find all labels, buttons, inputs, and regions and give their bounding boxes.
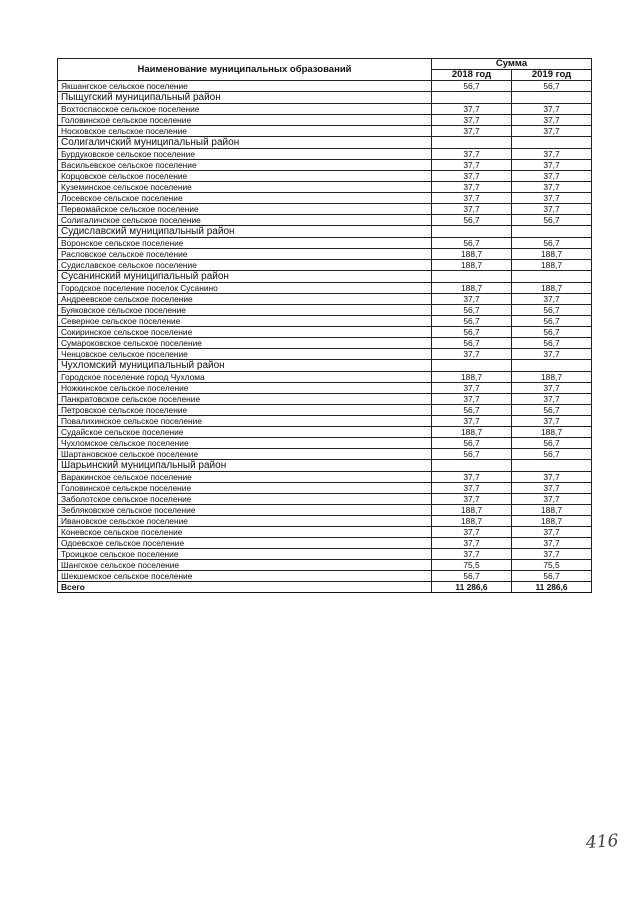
value-2018: 37,7 <box>432 182 512 193</box>
value-2019: 188,7 <box>512 372 592 383</box>
value-2018: 56,7 <box>432 238 512 249</box>
table-row <box>58 394 592 405</box>
value-2018: 56,7 <box>432 338 512 349</box>
settlement-name: Панкратовское сельское поселение <box>58 394 432 405</box>
value-2018: 37,7 <box>432 527 512 538</box>
value-2019: 75,5 <box>512 560 592 571</box>
table-row <box>58 182 592 193</box>
empty-cell <box>432 137 512 149</box>
settlement-name: Якшангское сельское поселение <box>58 81 432 92</box>
value-2019: 188,7 <box>512 249 592 260</box>
empty-cell <box>432 360 512 372</box>
settlement-name: Ченцовское сельское поселение <box>58 349 432 360</box>
value-2018: 56,7 <box>432 405 512 416</box>
value-2018: 37,7 <box>432 494 512 505</box>
settlement-name: Васильевское сельское поселение <box>58 160 432 171</box>
table-row <box>58 204 592 215</box>
value-2018: 37,7 <box>432 149 512 160</box>
district-header-row <box>58 92 592 104</box>
value-2018: 37,7 <box>432 160 512 171</box>
header-name-column: Наименование муниципальных образований <box>58 59 432 81</box>
value-2018: 37,7 <box>432 204 512 215</box>
value-2018: 188,7 <box>432 372 512 383</box>
table-row <box>58 305 592 316</box>
value-2018: 56,7 <box>432 449 512 460</box>
empty-cell <box>512 226 592 238</box>
value-2019: 188,7 <box>512 427 592 438</box>
value-2018: 37,7 <box>432 115 512 126</box>
district-header-row <box>58 271 592 283</box>
table-row <box>58 160 592 171</box>
total-row <box>58 582 592 593</box>
settlement-name: Городское поселение город Чухлома <box>58 372 432 383</box>
value-2019: 37,7 <box>512 204 592 215</box>
settlement-name: Головинское сельское поселение <box>58 115 432 126</box>
settlement-name: Сокиринское сельское поселение <box>58 327 432 338</box>
district-name: Шарьинский муниципальный район <box>58 460 432 472</box>
district-name: Сусанинский муниципальный район <box>58 271 432 283</box>
settlement-name: Петровское сельское поселение <box>58 405 432 416</box>
table-body <box>58 81 592 593</box>
settlement-name: Вохтоспасское сельское поселение <box>58 104 432 115</box>
value-2018: 56,7 <box>432 327 512 338</box>
value-2019: 37,7 <box>512 538 592 549</box>
header-year-2018: 2018 год <box>432 70 512 81</box>
value-2019: 37,7 <box>512 160 592 171</box>
table-row <box>58 549 592 560</box>
table-row <box>58 372 592 383</box>
table-row <box>58 416 592 427</box>
value-2019: 37,7 <box>512 182 592 193</box>
settlement-name: Судайское сельское поселение <box>58 427 432 438</box>
value-2019: 188,7 <box>512 283 592 294</box>
district-header-row <box>58 460 592 472</box>
value-2019: 37,7 <box>512 494 592 505</box>
table-row <box>58 316 592 327</box>
table-row <box>58 494 592 505</box>
header-sum-column: Сумма <box>432 59 592 70</box>
table-row <box>58 193 592 204</box>
table-row <box>58 126 592 137</box>
table-row <box>58 527 592 538</box>
value-2019: 37,7 <box>512 383 592 394</box>
settlement-name: Первомайское сельское поселение <box>58 204 432 215</box>
value-2018: 56,7 <box>432 215 512 226</box>
settlement-name: Андреевское сельское поселение <box>58 294 432 305</box>
value-2019: 56,7 <box>512 449 592 460</box>
total-2018: 11 286,6 <box>432 582 512 593</box>
value-2019: 56,7 <box>512 81 592 92</box>
district-header-row <box>58 360 592 372</box>
value-2019: 37,7 <box>512 294 592 305</box>
empty-cell <box>512 92 592 104</box>
table-row <box>58 560 592 571</box>
table-row <box>58 349 592 360</box>
value-2019: 56,7 <box>512 215 592 226</box>
settlement-name: Зебляковское сельское поселение <box>58 505 432 516</box>
value-2019: 37,7 <box>512 416 592 427</box>
settlement-name: Носковское сельское поселение <box>58 126 432 137</box>
value-2018: 75,5 <box>432 560 512 571</box>
value-2019: 37,7 <box>512 171 592 182</box>
settlement-name: Корцовское сельское поселение <box>58 171 432 182</box>
value-2018: 37,7 <box>432 349 512 360</box>
value-2018: 37,7 <box>432 193 512 204</box>
settlement-name: Северное сельское поселение <box>58 316 432 327</box>
table-row <box>58 104 592 115</box>
settlement-name: Одоевское сельское поселение <box>58 538 432 549</box>
allocation-table <box>57 58 592 593</box>
settlement-name: Повалихинское сельское поселение <box>58 416 432 427</box>
table-row <box>58 483 592 494</box>
value-2019: 37,7 <box>512 527 592 538</box>
value-2019: 56,7 <box>512 316 592 327</box>
table-row <box>58 115 592 126</box>
table-row <box>58 571 592 582</box>
settlement-name: Куземинское сельское поселение <box>58 182 432 193</box>
value-2019: 37,7 <box>512 394 592 405</box>
table-row <box>58 516 592 527</box>
value-2018: 56,7 <box>432 81 512 92</box>
table-row <box>58 294 592 305</box>
empty-cell <box>512 460 592 472</box>
settlement-name: Варакинское сельское поселение <box>58 472 432 483</box>
table-row <box>58 505 592 516</box>
total-label: Всего <box>58 582 432 593</box>
table-row <box>58 472 592 483</box>
value-2018: 56,7 <box>432 305 512 316</box>
settlement-name: Троицкое сельское поселение <box>58 549 432 560</box>
value-2018: 37,7 <box>432 549 512 560</box>
value-2018: 56,7 <box>432 316 512 327</box>
empty-cell <box>432 226 512 238</box>
value-2018: 37,7 <box>432 294 512 305</box>
settlement-name: Коневское сельское поселение <box>58 527 432 538</box>
table-row <box>58 327 592 338</box>
district-name: Солигаличский муниципальный район <box>58 137 432 149</box>
district-name: Чухломский муниципальный район <box>58 360 432 372</box>
value-2018: 188,7 <box>432 260 512 271</box>
table-row <box>58 260 592 271</box>
table-row <box>58 149 592 160</box>
value-2019: 37,7 <box>512 126 592 137</box>
settlement-name: Заболотское сельское поселение <box>58 494 432 505</box>
value-2019: 56,7 <box>512 338 592 349</box>
value-2018: 56,7 <box>432 571 512 582</box>
table-row <box>58 249 592 260</box>
value-2018: 37,7 <box>432 538 512 549</box>
total-2019: 11 286,6 <box>512 582 592 593</box>
district-name: Пыщугский муниципальный район <box>58 92 432 104</box>
settlement-name: Шангское сельское поселение <box>58 560 432 571</box>
empty-cell <box>512 271 592 283</box>
value-2018: 56,7 <box>432 438 512 449</box>
settlement-name: Шартановское сельское поселение <box>58 449 432 460</box>
value-2018: 188,7 <box>432 249 512 260</box>
settlement-name: Воронское сельское поселение <box>58 238 432 249</box>
settlement-name: Городское поселение поселок Сусанино <box>58 283 432 294</box>
settlement-name: Солигаличское сельское поселение <box>58 215 432 226</box>
settlement-name: Ивановское сельское поселение <box>58 516 432 527</box>
settlement-name: Расловское сельское поселение <box>58 249 432 260</box>
value-2018: 188,7 <box>432 505 512 516</box>
settlement-name: Головинское сельское поселение <box>58 483 432 494</box>
empty-cell <box>432 92 512 104</box>
settlement-name: Буяковское сельское поселение <box>58 305 432 316</box>
value-2018: 37,7 <box>432 483 512 494</box>
value-2019: 37,7 <box>512 349 592 360</box>
table-row <box>58 283 592 294</box>
value-2018: 188,7 <box>432 516 512 527</box>
settlement-name: Лосевское сельское поселение <box>58 193 432 204</box>
value-2019: 37,7 <box>512 483 592 494</box>
settlement-name: Шекшемское сельское поселение <box>58 571 432 582</box>
value-2018: 188,7 <box>432 283 512 294</box>
value-2019: 37,7 <box>512 193 592 204</box>
table-row <box>58 171 592 182</box>
value-2019: 188,7 <box>512 516 592 527</box>
value-2018: 37,7 <box>432 383 512 394</box>
value-2018: 188,7 <box>432 427 512 438</box>
header-year-2019: 2019 год <box>512 70 592 81</box>
value-2019: 37,7 <box>512 472 592 483</box>
value-2019: 56,7 <box>512 327 592 338</box>
value-2018: 37,7 <box>432 394 512 405</box>
value-2018: 37,7 <box>432 472 512 483</box>
district-header-row <box>58 226 592 238</box>
value-2019: 37,7 <box>512 115 592 126</box>
value-2019: 37,7 <box>512 104 592 115</box>
value-2019: 56,7 <box>512 405 592 416</box>
settlement-name: Бурдуковское сельское поселение <box>58 149 432 160</box>
value-2018: 37,7 <box>432 126 512 137</box>
value-2019: 56,7 <box>512 571 592 582</box>
empty-cell <box>512 360 592 372</box>
value-2018: 37,7 <box>432 104 512 115</box>
empty-cell <box>432 271 512 283</box>
table-row <box>58 438 592 449</box>
value-2019: 37,7 <box>512 149 592 160</box>
value-2019: 188,7 <box>512 505 592 516</box>
value-2019: 37,7 <box>512 549 592 560</box>
table-row <box>58 81 592 92</box>
table-row <box>58 338 592 349</box>
table-row <box>58 538 592 549</box>
page-number: 416 <box>585 830 620 854</box>
value-2018: 37,7 <box>432 171 512 182</box>
table-row <box>58 383 592 394</box>
settlement-name: Сумароковское сельское поселение <box>58 338 432 349</box>
value-2018: 37,7 <box>432 416 512 427</box>
table-row <box>58 238 592 249</box>
table-row <box>58 449 592 460</box>
table-row <box>58 215 592 226</box>
value-2019: 56,7 <box>512 438 592 449</box>
table-row <box>58 427 592 438</box>
empty-cell <box>432 460 512 472</box>
district-header-row <box>58 137 592 149</box>
table-row <box>58 405 592 416</box>
empty-cell <box>512 137 592 149</box>
value-2019: 56,7 <box>512 238 592 249</box>
settlement-name: Ножкинское сельское поселение <box>58 383 432 394</box>
value-2019: 188,7 <box>512 260 592 271</box>
value-2019: 56,7 <box>512 305 592 316</box>
settlement-name: Чухломское сельское поселение <box>58 438 432 449</box>
district-name: Судиславский муниципальный район <box>58 226 432 238</box>
settlement-name: Судиславское сельское поселение <box>58 260 432 271</box>
